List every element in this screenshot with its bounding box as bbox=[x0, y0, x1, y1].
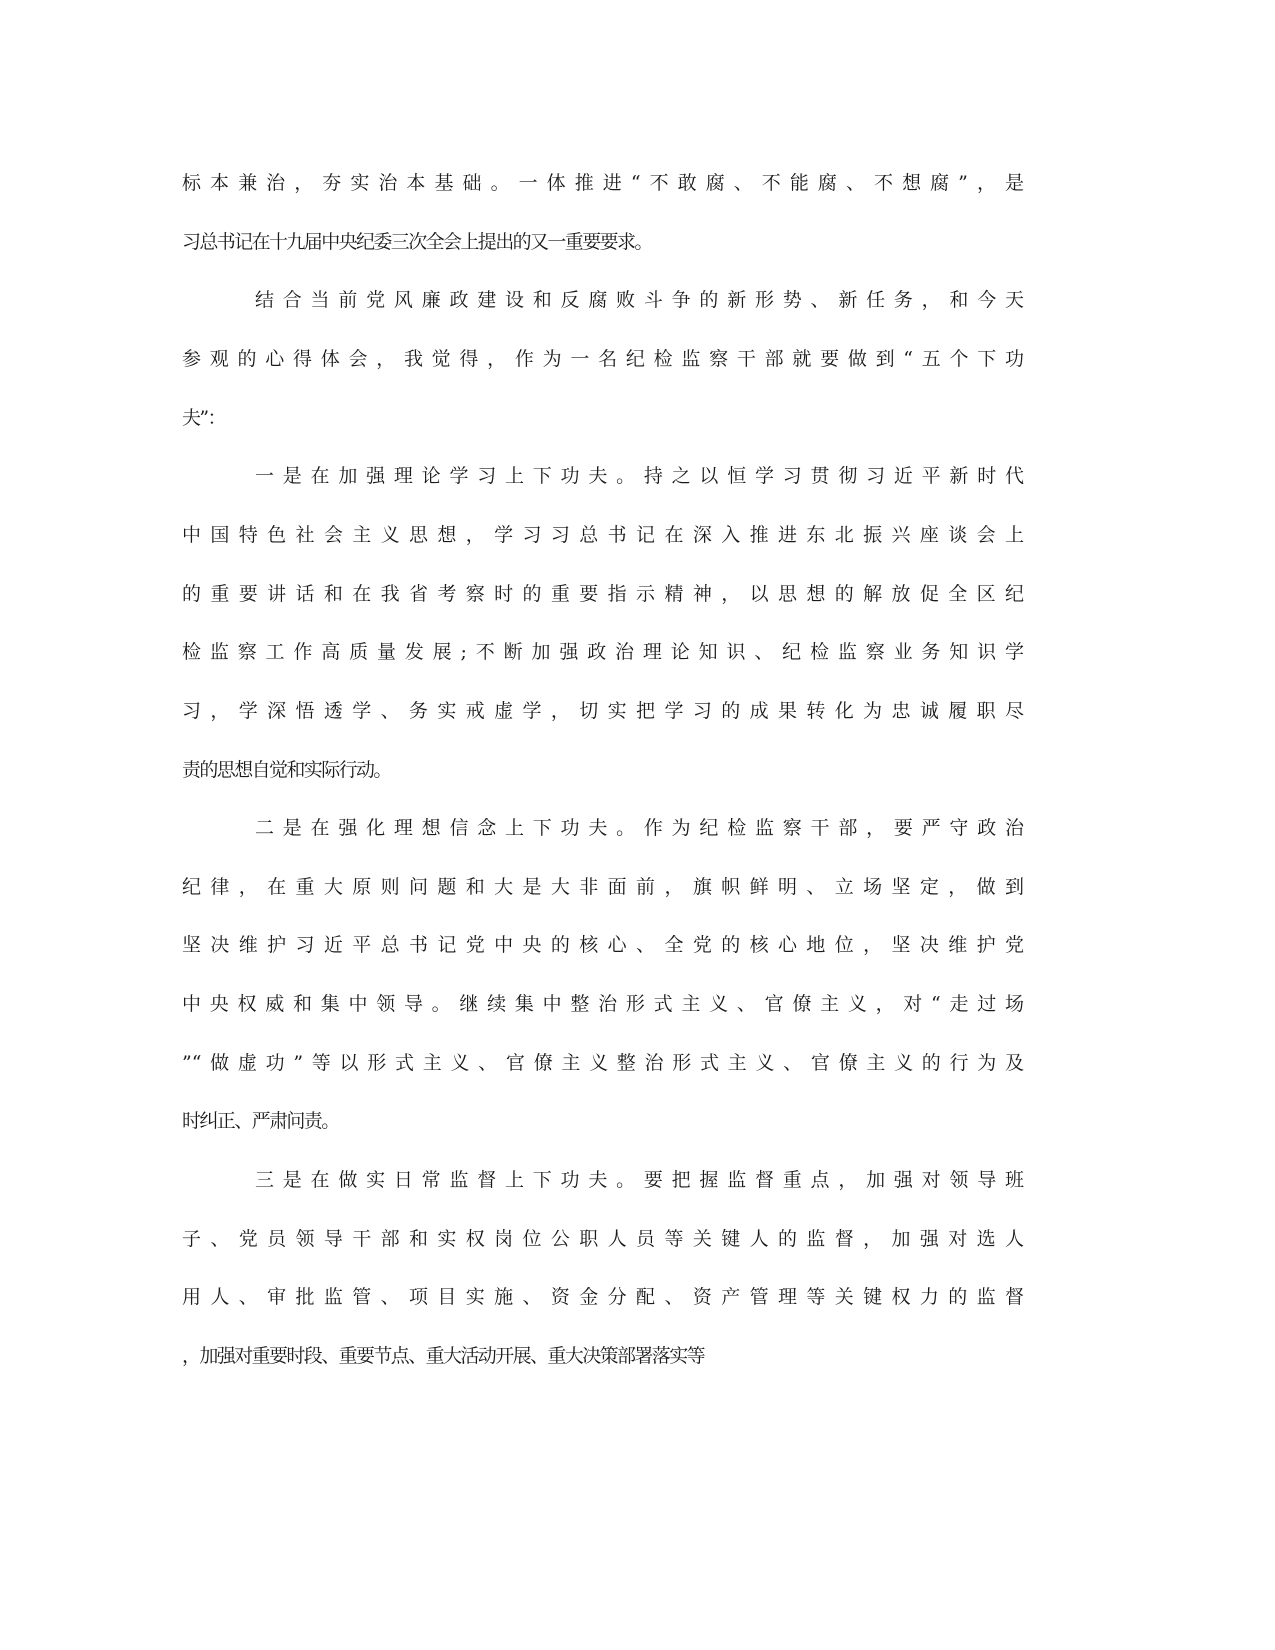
paragraph-line: ，加强对重要时段、重要节点、重大活动开展、重大决策部署落实等 bbox=[182, 1345, 705, 1367]
paragraph-line: 子、党员领导干部和实权岗位公职人员等关键人的监督，加强对选人 bbox=[182, 1227, 1024, 1250]
paragraph-line: 坚决维护习近平总书记党中央的核心、全党的核心地位，坚决维护党 bbox=[182, 934, 1024, 957]
paragraph-line: 参观的心得体会，我觉得，作为一名纪检监察干部就要做到“五个下功 bbox=[182, 347, 1024, 370]
paragraph-line: 结合当前党风廉政建设和反腐败斗争的新形势、新任务，和今天 bbox=[255, 289, 1024, 312]
paragraph-line: 用人、审批监管、项目实施、资金分配、资产管理等关键权力的监督 bbox=[182, 1286, 1024, 1309]
paragraph-line: 中央权威和集中领导。继续集中整治形式主义、官僚主义，对“走过场 bbox=[182, 993, 1024, 1016]
paragraph-line: 纪律，在重大原则问题和大是大非面前，旗帜鲜明、立场坚定，做到 bbox=[182, 875, 1024, 898]
paragraph-line: 标本兼治，夯实治本基础。一体推进“不敢腐、不能腐、不想腐”，是 bbox=[182, 172, 1024, 194]
paragraph-line: 夫”： bbox=[182, 406, 225, 429]
paragraph-line: 时纠正、严肃问责。 bbox=[182, 1110, 339, 1133]
paragraph-line: 一是在加强理论学习上下功夫。持之以恒学习贯彻习近平新时代 bbox=[255, 465, 1024, 488]
paragraph-line: ”“做虚功”等以形式主义、官僚主义整治形式主义、官僚主义的行为及 bbox=[182, 1051, 1024, 1074]
paragraph-line: 检监察工作高质量发展;不断加强政治理论知识、纪检监察业务知识学 bbox=[182, 641, 1024, 664]
paragraph-line: 的重要讲话和在我省考察时的重要指示精神，以思想的解放促全区纪 bbox=[182, 582, 1024, 605]
paragraph-line: 责的思想自觉和实际行动。 bbox=[182, 758, 391, 781]
paragraph-line: 习总书记在十九届中央纪委三次全会上提出的又一重要要求。 bbox=[182, 230, 652, 253]
paragraph-line: 习，学深悟透学、务实戒虚学，切实把学习的成果转化为忠诚履职尽 bbox=[182, 699, 1024, 722]
paragraph-line: 二是在强化理想信念上下功夫。作为纪检监察干部，要严守政治 bbox=[255, 817, 1024, 840]
paragraph-line: 中国特色社会主义思想，学习习总书记在深入推进东北振兴座谈会上 bbox=[182, 523, 1024, 546]
paragraph-line: 三是在做实日常监督上下功夫。要把握监督重点，加强对领导班 bbox=[255, 1169, 1024, 1192]
